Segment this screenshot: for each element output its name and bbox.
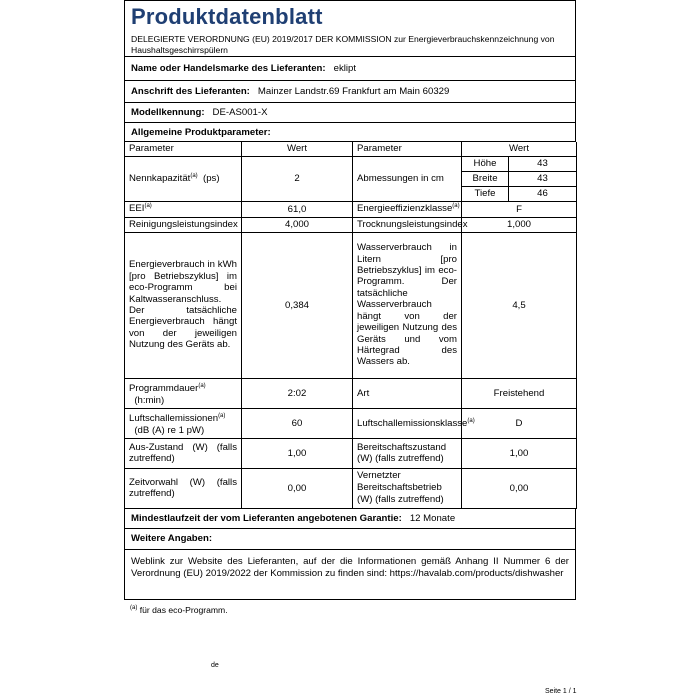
supplier-name-value: eklipt	[333, 63, 357, 74]
program-duration-label: Programmdauer$^{(a)}$ (h:min)	[125, 378, 242, 408]
water-consumption-label: Wasserverbrauch in Litern [pro Betriebszyklus] im eco-Programm. Der tatsächliche Wasserverbrauch hängt von der jeweiligen Nutzung des Geräts und vom Härtegrad des Wassers ab.	[353, 232, 462, 378]
off-mode-label: Aus-Zustand (W) (falls zutreffend)	[125, 438, 242, 468]
col-header-param: Parameter	[125, 142, 242, 156]
drying-index-value: 1,000	[462, 217, 577, 232]
energy-class-label: Energieeffizienzklasse$^{(a)}$	[353, 201, 462, 217]
guarantee-row	[124, 509, 576, 529]
dimensions-label: Abmessungen in cm	[353, 156, 462, 201]
noise-class-value: D	[462, 408, 577, 438]
general-params-label: Allgemeine Produktparameter:	[131, 126, 271, 138]
water-consumption-value: 4,5	[462, 232, 577, 378]
energy-consumption-value: 0,384	[242, 232, 353, 378]
drying-index-label: Trocknungsleistungsindex	[353, 217, 462, 232]
eei-label: EEI$^{(a)}$	[125, 201, 242, 217]
supplier-name-label: Name oder Handelsmarke des Lieferanten:	[131, 63, 326, 74]
col-header-param2: Parameter	[353, 142, 462, 156]
model-value: DE-AS001-X	[212, 107, 268, 118]
width-value: 43	[509, 171, 577, 186]
eei-value: 61,0	[242, 201, 353, 217]
footnote	[130, 605, 576, 615]
guarantee-value: 12 Monate	[409, 512, 456, 524]
networked-standby-label: Vernetzter Bereitschaftsbetrieb (W) (falls zutreffend)	[353, 468, 462, 508]
standby-value: 1,00	[462, 438, 577, 468]
height-value: 43	[509, 156, 577, 171]
off-mode-value: 1,00	[242, 438, 353, 468]
col-header-wert2: Wert	[462, 142, 577, 156]
networked-standby-value: 0,00	[462, 468, 577, 508]
parameter-table	[124, 142, 577, 509]
depth-value: 46	[509, 186, 577, 201]
supplier-address-label: Anschrift des Lieferanten:	[131, 86, 250, 97]
weblink-text: Weblink zur Website des Lieferanten, auf der die Informationen gemäß Anhang II Nummer 6 der Verordnung (EU) 2019/2022 der Kommission zu finden sind: https://havalab.com/products/dishwasher	[131, 555, 569, 580]
width-label: Breite	[462, 171, 509, 186]
cleaning-index-label: Reinigungsleistungsindex	[125, 217, 242, 232]
type-label: Art	[353, 378, 462, 408]
capacity-label: Nennkapazität$^{(a)}$ (ps)	[125, 156, 242, 201]
supplier-name-row	[124, 57, 576, 81]
energy-class-value: F	[462, 201, 577, 217]
language-code: de	[211, 662, 219, 669]
col-header-wert: Wert	[242, 142, 353, 156]
energy-consumption-label: Energieverbrauch in kWh [pro Betriebszyklus] im eco-Programm bei Kaltwasseranschluss. Der tatsächliche Energieverbrauch hängt von der jeweiligen Nutzung des Geräts ab.	[125, 232, 242, 378]
footnote-marker: (a)	[130, 605, 138, 612]
capacity-value: 2	[242, 156, 353, 201]
general-params-row	[124, 123, 576, 142]
type-value: Freistehend	[462, 378, 577, 408]
further-info-label: Weitere Angaben:	[131, 533, 213, 545]
datasheet	[124, 0, 576, 615]
supplier-address-row	[124, 81, 576, 103]
delay-start-value: 0,00	[242, 468, 353, 508]
header-box	[124, 0, 576, 57]
further-info-row	[124, 529, 576, 550]
supplier-address-value: Mainzer Landstr.69 Frankfurt am Main 60329	[257, 86, 450, 97]
page-title: Produktdatenblatt	[131, 4, 323, 29]
model-row	[124, 103, 576, 123]
standby-label: Bereitschaftszustand (W) (falls zutreffend)	[353, 438, 462, 468]
cleaning-index-value: 4,000	[242, 217, 353, 232]
noise-class-label: Luftschallemissionsklasse$^{(a)}$	[353, 408, 462, 438]
delay-start-label: Zeitvorwahl (W) (falls zutreffend)	[125, 468, 242, 508]
model-label: Modellkennung:	[131, 107, 205, 118]
weblink-box	[124, 550, 576, 600]
height-label: Höhe	[462, 156, 509, 171]
regulation-subtitle: DELEGIERTE VERORDNUNG (EU) 2019/2017 DER KOMMISSION zur Energieverbrauchskennzeichnung von Haushaltsgeschirrspülern	[131, 34, 555, 55]
program-duration-value: 2:02	[242, 378, 353, 408]
depth-label: Tiefe	[462, 186, 509, 201]
footnote-text: für das eco-Programm.	[137, 604, 228, 615]
page-number: Seite 1 / 1	[545, 688, 577, 695]
noise-value: 60	[242, 408, 353, 438]
guarantee-label: Mindestlaufzeit der vom Lieferanten angebotenen Garantie:	[131, 512, 402, 524]
noise-label: Luftschallemissionen$^{(a)}$ (dB (A) re 1 pW)	[125, 408, 242, 438]
